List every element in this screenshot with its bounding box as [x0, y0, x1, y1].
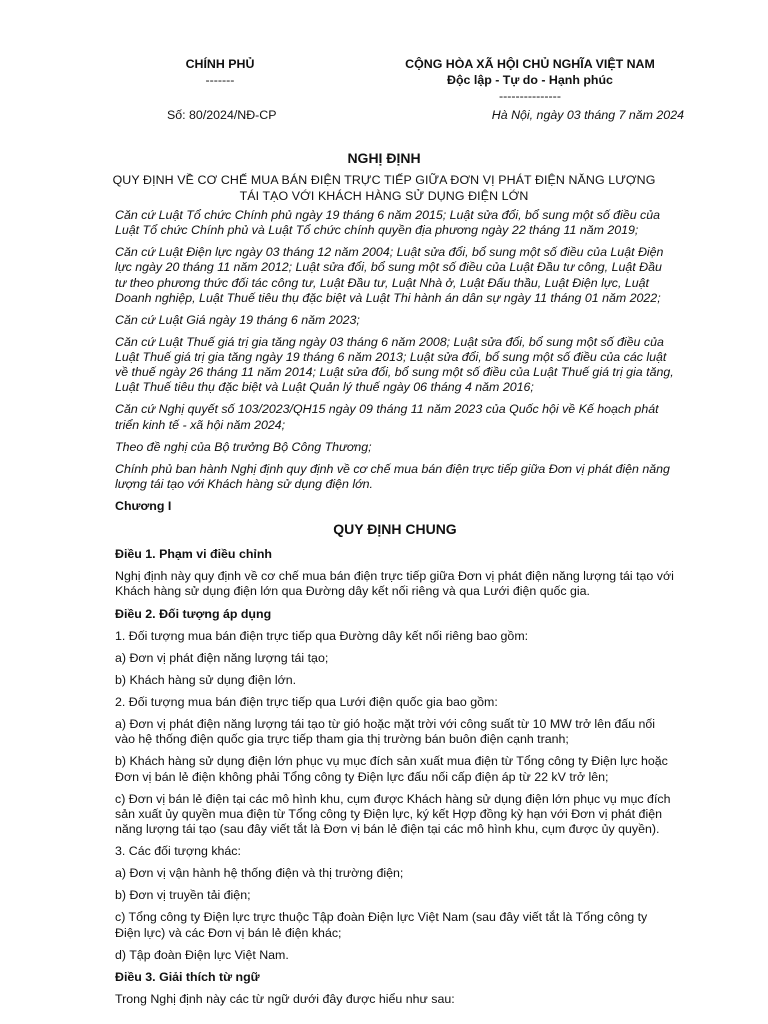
article-heading: Điều 2. Đối tượng áp dụng: [115, 606, 272, 621]
article-clause: b) Đơn vị truyền tải điện;: [115, 888, 251, 903]
article-clause: 2. Đối tượng mua bán điện trực tiếp qua Lưới điện quốc gia bao gồm:: [115, 695, 498, 710]
document-body: [115, 208, 675, 1014]
article-clause: d) Tập đoàn Điện lực Việt Nam.: [115, 947, 289, 962]
article-clause: a) Đơn vị phát điện năng lượng tái tạo từ gió hoặc mặt trời với công suất từ 10 MW trở lên đấu nối vào hệ thống điện quốc gia trực tiếp tham gia thị trường bán buôn điện cạnh tranh;: [115, 717, 656, 747]
chapter-title: QUY ĐỊNH CHUNG: [333, 521, 457, 538]
authority-rule: -------: [205, 73, 235, 88]
article-clause: 1. Đối tượng mua bán điện trực tiếp qua Đường dây kết nối riêng bao gồm:: [115, 628, 529, 643]
place-date: Hà Nội, ngày 03 tháng 7 năm 2024: [491, 108, 684, 122]
article-paragraph: Trong Nghị định này các từ ngữ dưới đây được hiểu như sau:: [115, 991, 455, 1006]
document-number: Số: 80/2024/NĐ-CP: [167, 108, 277, 122]
national-motto: Độc lập - Tự do - Hạnh phúc: [447, 73, 613, 88]
document-type: NGHỊ ĐỊNH: [347, 150, 421, 166]
chapter-number: Chương I: [115, 499, 172, 513]
article-clause: c) Đơn vị bán lẻ điện tại các mô hình khu, cụm được Khách hàng sử dụng điện lớn phục vụ mục đích sản xuất ủy quyền mua điện từ Tổng công ty Điện lực, ký kết Hợp đồng kỳ hạn với Đơn vị phát điện năng lượng tái tạo (sau đây viết tắt là Đơn vị bán lẻ điện tại các mô hình khu, cụm được ủy quyền).: [115, 791, 671, 836]
issuing-authority: CHÍNH PHỦ: [185, 57, 255, 71]
article-heading: Điều 3. Giải thích từ ngữ: [115, 969, 260, 984]
article-clause: b) Khách hàng sử dụng điện lớn phục vụ mục đích sản xuất mua điện từ Tổng công ty Điện lực hoặc Đơn vị bán lẻ điện không phải Tổng công ty Điện lực đấu nối cấp điện áp từ 22 kV trở lên;: [115, 754, 668, 784]
document-subtitle: QUY ĐỊNH VỀ CƠ CHẾ MUA BÁN ĐIỆN TRỰC TIẾP GIỮA ĐƠN VỊ PHÁT ĐIỆN NĂNG LƯỢNG TÁI TẠO VỚI KHÁCH HÀNG SỬ DỤNG ĐIỆN LỚN: [112, 173, 656, 203]
article-paragraph: Nghị định này quy định về cơ chế mua bán điện trực tiếp giữa Đơn vị phát điện năng lượng tái tạo với Khách hàng sử dụng điện lớn qua Đường dây kết nối riêng và qua Lưới điện quốc gia.: [115, 569, 674, 599]
preamble-paragraph: Chính phủ ban hành Nghị định quy định về cơ chế mua bán điện trực tiếp giữa Đơn vị phát điện năng lượng tái tạo với Khách hàng sử dụng điện lớn.: [115, 461, 670, 491]
issuing-authority-block: [140, 56, 300, 88]
preamble-paragraph: Căn cứ Luật Tổ chức Chính phủ ngày 19 tháng 6 năm 2015; Luật sửa đổi, bổ sung một số điều của Luật Tổ chức Chính phủ và Luật Tổ chức chính quyền địa phương ngày 22 tháng 11 năm 2019;: [115, 208, 661, 238]
motto-rule: ---------------: [499, 89, 561, 104]
preamble-paragraph: Căn cứ Luật Điện lực ngày 03 tháng 12 năm 2004; Luật sửa đổi, bổ sung một số điều của Luật Điện lực ngày 20 tháng 11 năm 2012; Luật sửa đổi, bổ sung một số điều của Luật Đầu tư công, Luật Đầu tư theo phương thức đối tác công tư, Luật Đầu tư, Luật Nhà ở, Luật Đấu thầu, Luật Điện lực, Luật Doanh nghiệp, Luật Thuế tiêu thụ đặc biệt và Luật Thi hành án dân sự ngày 11 tháng 01 năm 2022;: [115, 245, 664, 305]
article-clause: 3. Các đối tượng khác:: [115, 844, 241, 859]
article-heading: Điều 1. Phạm vi điều chỉnh: [115, 547, 272, 562]
article-clause: c) Tổng công ty Điện lực trực thuộc Tập đoàn Điện lực Việt Nam (sau đây viết tắt là Tổng công ty Điện lực) và các Đơn vị bán lẻ điện khác;: [115, 910, 648, 940]
national-title: CỘNG HÒA XÃ HỘI CHỦ NGHĨA VIỆT NAM: [405, 57, 655, 71]
article-clause: a) Đơn vị vận hành hệ thống điện và thị trường điện;: [115, 866, 404, 881]
preamble-paragraph: Căn cứ Nghị quyết số 103/2023/QH15 ngày 09 tháng 11 năm 2023 của Quốc hội về Kế hoạch phát triển kinh tế - xã hội năm 2024;: [115, 402, 659, 432]
article-clause: a) Đơn vị phát điện năng lượng tái tạo;: [115, 650, 329, 665]
preamble-paragraph: Theo đề nghị của Bộ trưởng Bộ Công Thương;: [115, 439, 372, 454]
national-title-block: [360, 56, 700, 104]
preamble-paragraph: Căn cứ Luật Thuế giá trị gia tăng ngày 03 tháng 6 năm 2008; Luật sửa đổi, bổ sung một số điều của Luật Thuế giá trị gia tăng ngày 19 tháng 6 năm 2013; Luật sửa đổi, bổ sung một số điều của các luật về thuế ngày 26 tháng 11 năm 2014; Luật sửa đổi, bổ sung một số điều của Luật Thuế giá trị gia tăng, Luật Thuế tiêu thụ đặc biệt và Luật Quản lý thuế ngày 06 tháng 4 năm 2016;: [115, 334, 674, 395]
article-clause: b) Khách hàng sử dụng điện lớn.: [115, 672, 297, 687]
preamble-paragraph: Căn cứ Luật Giá ngày 19 tháng 6 năm 2023;: [115, 312, 360, 327]
